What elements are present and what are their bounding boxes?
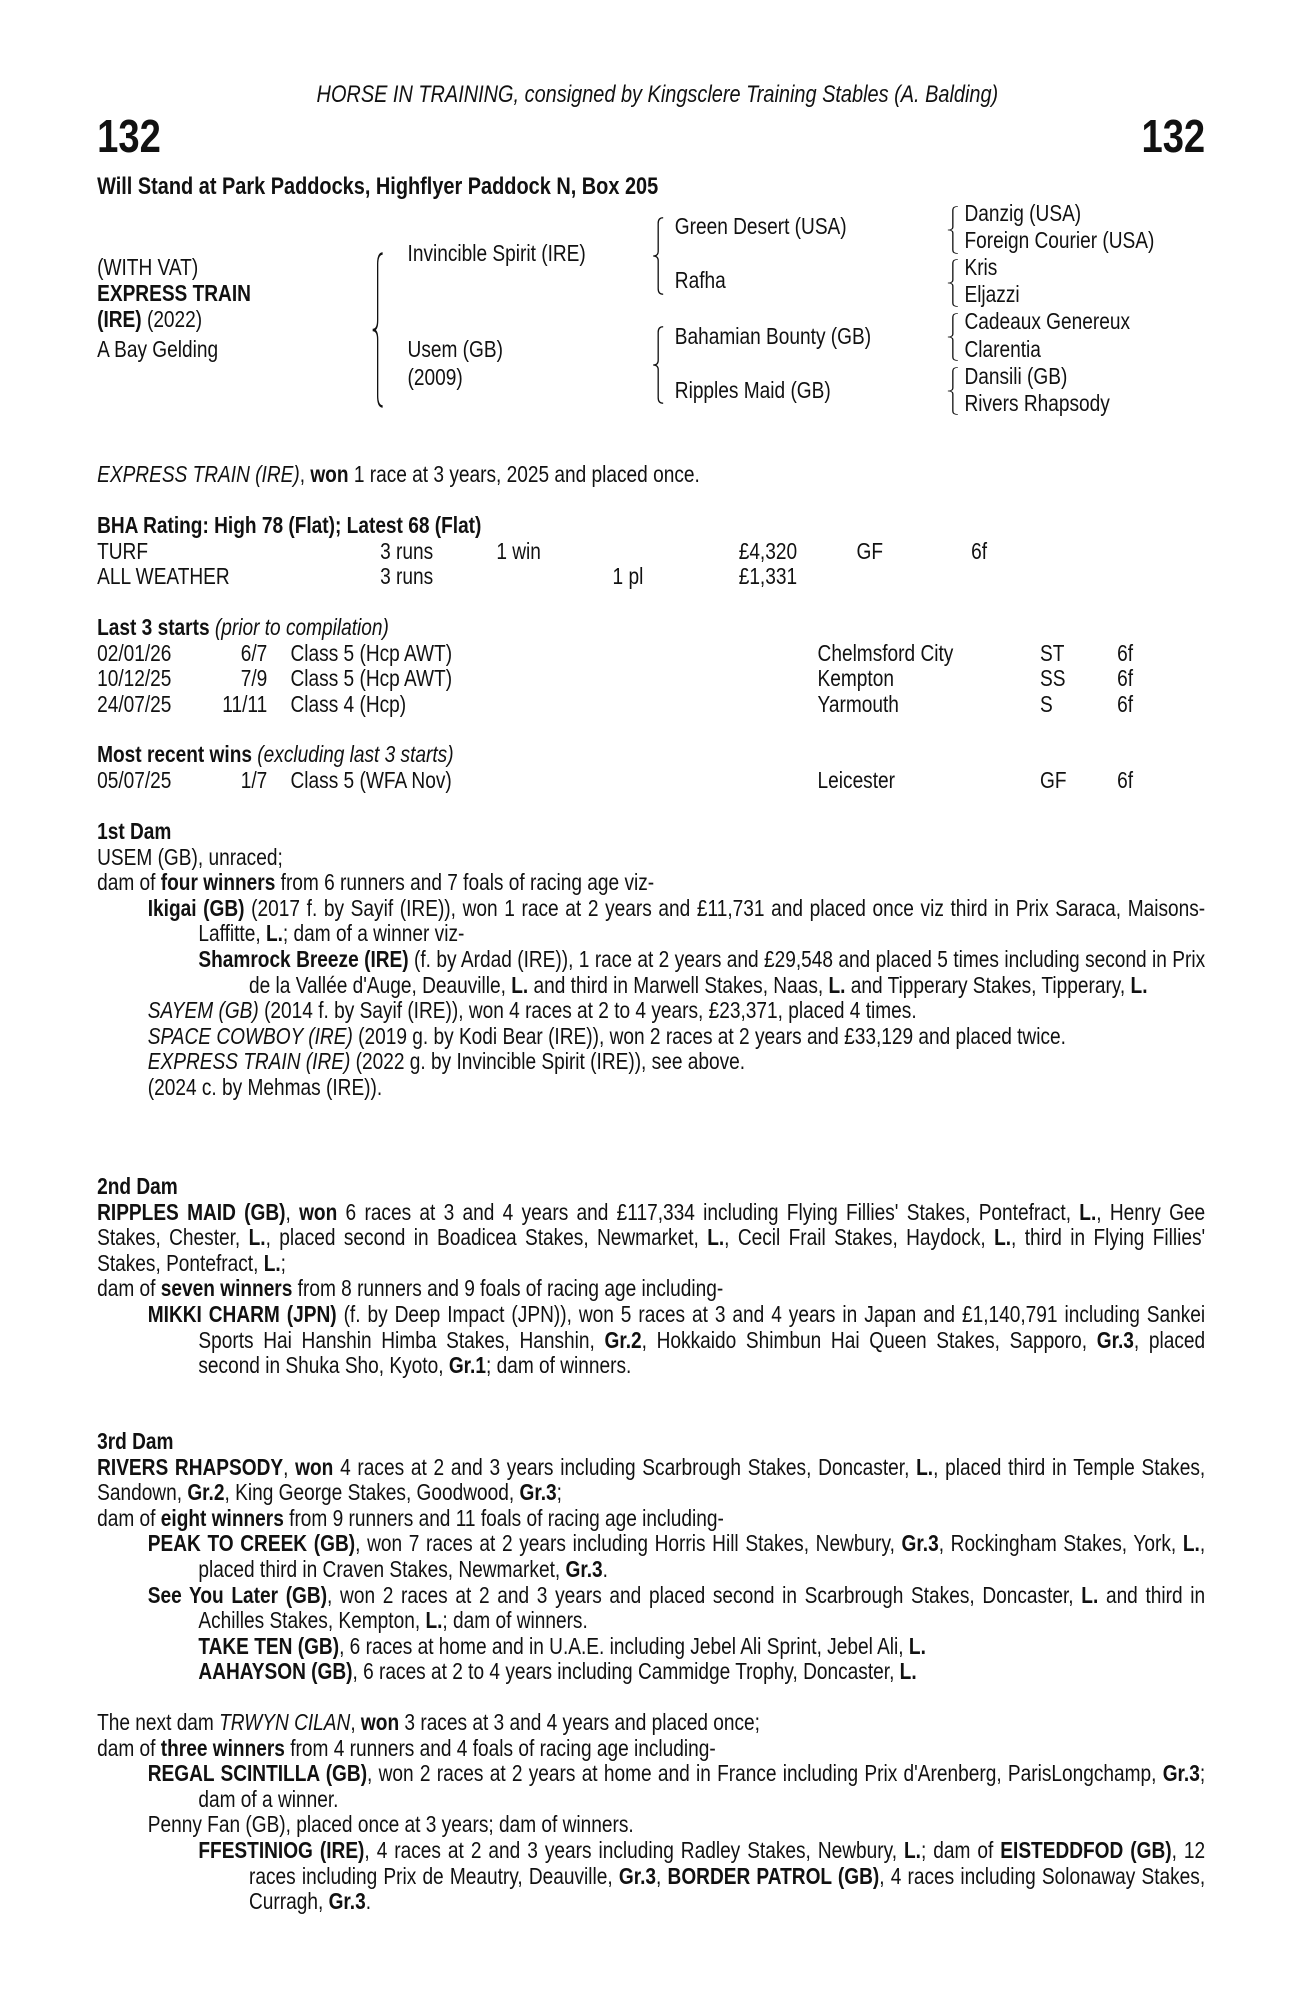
text-run: EXPRESS TRAIN (IRE) (147, 1048, 351, 1075)
text-run: L. (248, 1224, 266, 1251)
race-going: GF (1039, 766, 1067, 793)
text-run: won (360, 1709, 400, 1735)
text-run: L. (263, 1249, 281, 1276)
lot-number-left: 132 (97, 110, 161, 162)
sire-sire: Green Desert (USA) (674, 213, 847, 239)
race-dist: 6f (1117, 665, 1134, 692)
text-run: Shamrock Breeze (IRE) (198, 945, 409, 972)
race-date: 10/12/25 (97, 665, 172, 692)
text-run: 1 race at 3 years, 2025 and placed once. (348, 461, 700, 487)
text-run: , Henry Gee Stakes, Chester, (97, 1198, 1206, 1251)
last-starts (97, 615, 1205, 717)
rating-title: BHA Rating: High 78 (Flat); Latest 68 (Flat) (97, 512, 482, 538)
text-run: (2017 f. by Sayif (IRE)), won 1 race at 2 years and £11,731 and placed once viz third in Prix Saraca, Maisons-Laffitte, (198, 894, 1206, 947)
text-run: dam of (97, 1504, 161, 1531)
last-starts-note: (prior to compilation) (209, 614, 389, 640)
text-run: (2014 f. by Sayif (IRE)), won 4 races at 2 to 4 years, £23,371, placed 4 times. (258, 997, 917, 1024)
race-course: Kempton (817, 665, 894, 692)
text-run: Penny Fan (GB), placed once at 3 years; dam of winners. (147, 1811, 634, 1838)
text-run: . (602, 1555, 608, 1582)
text-run: 4 races at 2 and 3 years including Scarbrough Stakes, Doncaster, (333, 1453, 917, 1480)
dam-entry (97, 1736, 1205, 1762)
text-run: . (365, 1888, 372, 1915)
lot-number-right: 132 (1141, 110, 1206, 162)
recent-wins (97, 742, 1205, 793)
race-pos: 6/7 (240, 639, 268, 666)
text-run: won (310, 461, 349, 487)
text-run: EISTEDDFOD (GB) (1000, 1836, 1172, 1863)
text-run: three winners (160, 1734, 285, 1761)
dam-heading: 2nd Dam (97, 1173, 178, 1199)
text-run: REGAL SCINTILLA (GB) (147, 1760, 368, 1787)
text-run: Gr.2 (604, 1326, 642, 1353)
text-run: RIVERS RHAPSODY (97, 1453, 284, 1480)
text-run: seven winners (160, 1275, 293, 1302)
race-date: 05/07/25 (97, 766, 172, 793)
text-run: , Cecil Frail Stakes, Haydock, (724, 1224, 995, 1251)
dam-entry (97, 1506, 1205, 1532)
text-run: L. (904, 1836, 922, 1863)
text-run: PEAK TO CREEK (GB) (147, 1530, 356, 1557)
text-run: ; dam of winners. (485, 1352, 632, 1379)
text-run: ; dam of a winner. (198, 1760, 1206, 1812)
race-dist: 6f (1117, 639, 1134, 666)
race-course: Leicester (817, 766, 896, 793)
text-run: won (299, 1198, 338, 1225)
text-run: , placed second in Boadicea Stakes, Newmarket, (265, 1224, 708, 1251)
great-grandparent: Clarentia (964, 336, 1041, 362)
text-run: TAKE TEN (GB) (198, 1632, 340, 1659)
great-grandparent: Foreign Courier (USA) (964, 227, 1155, 253)
horse-country: (IRE) (97, 306, 142, 332)
text-run: (2024 c. by Mehmas (IRE)). (147, 1073, 383, 1100)
text-run: SAYEM (GB) (147, 997, 259, 1024)
text-run: and Tipperary Stakes, Tipperary, (845, 971, 1131, 998)
text-run: Gr.3 (328, 1888, 366, 1915)
text-run: , 12 races including Prix de Meautry, Deauville, (249, 1836, 1206, 1889)
horse-origin-year (97, 307, 202, 333)
text-run: , (299, 461, 311, 487)
text-run: L. (1130, 971, 1148, 998)
text-run: L. (828, 971, 846, 998)
race-class: Class 5 (WFA Nov) (290, 766, 452, 793)
dam-entry (97, 1075, 1205, 1101)
dam-entry (97, 845, 1205, 871)
text-run: ; dam of a winner viz- (282, 920, 465, 947)
text-run: EXPRESS TRAIN (IRE) (97, 461, 300, 487)
stand-location: Will Stand at Park Paddocks, Highflyer Paddock N, Box 205 (97, 173, 659, 200)
text-run: , Hokkaido Shimbun Hai Queen Stakes, Sapporo, (641, 1326, 1097, 1353)
text-run: Gr.3 (618, 1862, 657, 1889)
sire: Invincible Spirit (IRE) (407, 240, 586, 266)
dam-sire: Bahamian Bounty (GB) (674, 323, 872, 349)
text-run: (2022 g. by Invincible Spirit (IRE)), see above. (350, 1048, 746, 1075)
next-dam-section (97, 1710, 1205, 1915)
rating-runs: 3 runs (380, 537, 434, 564)
text-run: L. (899, 1658, 917, 1685)
text-run: dam of (97, 869, 161, 896)
pedigree-brace (946, 313, 959, 361)
text-run: , Rockingham Stakes, York, (938, 1530, 1183, 1557)
pedigree-brace (946, 259, 959, 307)
text-run: SPACE COWBOY (IRE) (147, 1022, 353, 1049)
text-run: , placed third in Craven Stakes, Newmarket, (198, 1530, 1206, 1582)
dam-entry (97, 1812, 1205, 1838)
text-run: L. (265, 920, 283, 947)
text-run: Gr.1 (448, 1352, 486, 1379)
text-run: 3 races at 3 and 4 years and placed once; (399, 1709, 760, 1735)
dam-entry (97, 1583, 1205, 1634)
dam-entry (97, 1710, 1205, 1736)
second-dam-section (97, 1174, 1205, 1379)
dam-entry (97, 1200, 1205, 1277)
first-dam-section (97, 819, 1205, 1101)
text-run: L. (908, 1632, 926, 1659)
rating-prize: £1,331 (738, 563, 798, 590)
sire-dam: Rafha (674, 267, 726, 293)
bha-rating (97, 513, 1205, 590)
text-run: eight winners (160, 1504, 284, 1531)
text-run: (f. by Deep Impact (JPN)), won 5 races at 3 and 4 years in Japan and £1,140,791 including Sankei Sports Hai Hanshin Himba Stakes, Hanshin, (198, 1300, 1206, 1353)
text-run: L. (1081, 1581, 1099, 1608)
text-run: L. (707, 1224, 725, 1251)
race-going: SS (1039, 665, 1066, 692)
text-run: four winners (160, 869, 276, 896)
rating-surface: TURF (97, 537, 149, 564)
dam-heading: 3rd Dam (97, 1428, 174, 1454)
text-run: Gr.3 (1162, 1760, 1200, 1787)
dam-dam: Ripples Maid (GB) (674, 377, 831, 403)
text-run: and third in Achilles Stakes, Kempton, (198, 1581, 1206, 1634)
dam-entry (97, 1024, 1205, 1050)
race-date: 02/01/26 (97, 639, 172, 666)
pedigree-brace (652, 326, 665, 404)
horse-name: EXPRESS TRAIN (97, 280, 251, 306)
text-run: L. (994, 1224, 1012, 1251)
text-run: See You Later (GB) (147, 1581, 328, 1608)
text-run: RIPPLES MAID (GB) (97, 1198, 286, 1225)
dam-year: (2009) (407, 364, 463, 390)
race-row (97, 641, 1205, 667)
text-run: ; dam of (921, 1836, 1001, 1863)
text-run: , (350, 1709, 361, 1735)
rating-wins: 1 win (496, 537, 541, 564)
text-run: MIKKI CHARM (JPN) (147, 1300, 337, 1327)
text-run: Gr.3 (519, 1479, 557, 1506)
text-run: dam of (97, 1275, 161, 1302)
pedigree-brace (946, 367, 959, 415)
rating-row (97, 539, 1205, 565)
text-run: , placed third in Temple Stakes, Sandown, (97, 1453, 1206, 1506)
consignment-note: HORSE IN TRAINING, consigned by Kingsclere Training Stables (A. Balding) (316, 81, 999, 108)
great-grandparent: Danzig (USA) (964, 200, 1082, 226)
rating-row (97, 564, 1205, 590)
text-run: L. (916, 1453, 934, 1480)
text-run: from 4 runners and 4 foals of racing age including- (284, 1734, 716, 1761)
horse-year: (2022) (141, 306, 203, 332)
rating-runs: 3 runs (380, 563, 434, 590)
text-run: and third in Marwell Stakes, Naas, (528, 971, 829, 998)
race-course: Yarmouth (817, 690, 899, 717)
rating-placed: 1 pl (612, 563, 644, 590)
dam-entry (97, 1531, 1205, 1582)
race-date: 24/07/25 (97, 690, 172, 717)
vat-note: (WITH VAT) (97, 254, 199, 280)
great-grandparent: Cadeaux Genereux (964, 308, 1131, 334)
dam-entry (97, 1049, 1205, 1075)
text-run: AAHAYSON (GB) (198, 1658, 353, 1685)
text-run: (2019 g. by Kodi Bear (IRE)), won 2 races at 2 years and £33,129 and placed twice. (352, 1022, 1066, 1049)
race-pos: 1/7 (240, 766, 268, 793)
race-pos: 7/9 (240, 665, 268, 692)
text-run: from 6 runners and 7 foals of racing age viz- (275, 869, 655, 896)
dam-entry (97, 947, 1205, 998)
race-class: Class 5 (Hcp AWT) (290, 639, 453, 666)
text-run: The next dam (97, 1709, 220, 1735)
text-run: ; (556, 1479, 562, 1506)
text-run: , placed second in Shuka Sho, Kyoto, (198, 1326, 1206, 1379)
great-grandparent: Dansili (GB) (964, 363, 1068, 389)
text-run: , (283, 1453, 296, 1480)
text-run: , third in Flying Fillies' Stakes, Pontefract, (97, 1224, 1206, 1276)
race-row (97, 692, 1205, 718)
rating-surface: ALL WEATHER (97, 563, 230, 590)
race-row (97, 666, 1205, 692)
last-starts-title: Last 3 starts (97, 614, 210, 640)
text-run: 6 races at 3 and 4 years and £117,334 including Flying Fillies' Stakes, Pontefract, (337, 1198, 1080, 1225)
rating-dist: 6f (971, 537, 988, 564)
dam-entry (97, 1659, 1205, 1685)
great-grandparent: Eljazzi (964, 281, 1020, 307)
text-run: BORDER PATROL (GB) (667, 1862, 880, 1889)
text-run: L. (511, 971, 529, 998)
dam-heading: 1st Dam (97, 818, 172, 844)
pedigree-brace (371, 252, 384, 408)
rating-going: GF (856, 537, 884, 564)
race-class: Class 4 (Hcp) (290, 690, 407, 717)
text-run: Gr.3 (1096, 1326, 1134, 1353)
text-run: Ikigai (GB) (147, 894, 245, 921)
dam-entry (97, 896, 1205, 947)
text-run: won (295, 1453, 334, 1480)
great-grandparent: Rivers Rhapsody (964, 390, 1110, 416)
race-class: Class 5 (Hcp AWT) (290, 665, 453, 692)
recent-wins-note: (excluding last 3 starts) (251, 741, 454, 767)
dam-entry (97, 870, 1205, 896)
text-run: , won 2 races at 2 and 3 years and placed second in Scarbrough Stakes, Doncaster, (327, 1581, 1082, 1608)
dam-entry (97, 1455, 1205, 1506)
text-run: dam of (97, 1734, 161, 1761)
text-run: from 8 runners and 9 foals of racing age including- (292, 1275, 724, 1302)
text-run: , King George Stakes, Goodwood, (224, 1479, 520, 1506)
text-run: , 4 races at 2 and 3 years including Radley Stakes, Newbury, (364, 1836, 905, 1863)
race-row (97, 768, 1205, 794)
horse-description: A Bay Gelding (97, 336, 219, 362)
text-run: , (656, 1862, 668, 1889)
dam-entry (97, 998, 1205, 1024)
text-run: FFESTINIOG (IRE) (198, 1836, 365, 1863)
race-dist: 6f (1117, 690, 1134, 717)
dam-entry (97, 1276, 1205, 1302)
dam: Usem (GB) (407, 336, 503, 362)
pedigree-brace (946, 206, 959, 254)
text-run: USEM (GB), unraced; (97, 843, 283, 870)
race-dist: 6f (1117, 766, 1134, 793)
text-run: Gr.2 (187, 1479, 225, 1506)
text-run: Gr.3 (565, 1555, 603, 1582)
pedigree-brace (652, 217, 665, 295)
race-summary (97, 462, 1205, 488)
great-grandparent: Kris (964, 254, 998, 280)
text-run: ; (280, 1249, 286, 1276)
race-going: S (1039, 690, 1053, 717)
race-going: ST (1039, 639, 1065, 666)
text-run: , (285, 1198, 300, 1225)
text-run: (f. by Ardad (IRE)), 1 race at 2 years and £29,548 and placed 5 times including second in Prix de la Vallée d'Auge, Deauville, (249, 945, 1206, 998)
text-run: L. (1079, 1198, 1097, 1225)
recent-wins-title: Most recent wins (97, 741, 252, 767)
text-run: , 6 races at home and in U.A.E. including Jebel Ali Sprint, Jebel Ali, (339, 1632, 909, 1659)
text-run: L. (425, 1607, 443, 1634)
text-run: , 4 races including Solonaway Stakes, Curragh, (249, 1862, 1206, 1915)
text-run: , 6 races at 2 to 4 years including Cammidge Trophy, Doncaster, (352, 1658, 900, 1685)
dam-entry (97, 1838, 1205, 1915)
text-run: TRWYN CILAN (219, 1709, 351, 1735)
rating-prize: £4,320 (738, 537, 798, 564)
race-course: Chelmsford City (817, 639, 954, 666)
dam-entry (97, 1302, 1205, 1379)
text-run: from 9 runners and 11 foals of racing age including- (283, 1504, 724, 1531)
race-pos: 11/11 (222, 690, 268, 717)
text-run: Gr.3 (901, 1530, 939, 1557)
text-run: , won 2 races at 2 years at home and in France including Prix d'Arenberg, ParisLongchamp, (367, 1760, 1163, 1787)
text-run: L. (1182, 1530, 1200, 1557)
text-run: ; dam of winners. (442, 1607, 588, 1634)
dam-entry (97, 1761, 1205, 1812)
third-dam-section (97, 1429, 1205, 1685)
text-run: , won 7 races at 2 years including Horris Hill Stakes, Newbury, (355, 1530, 902, 1557)
dam-entry (97, 1634, 1205, 1660)
